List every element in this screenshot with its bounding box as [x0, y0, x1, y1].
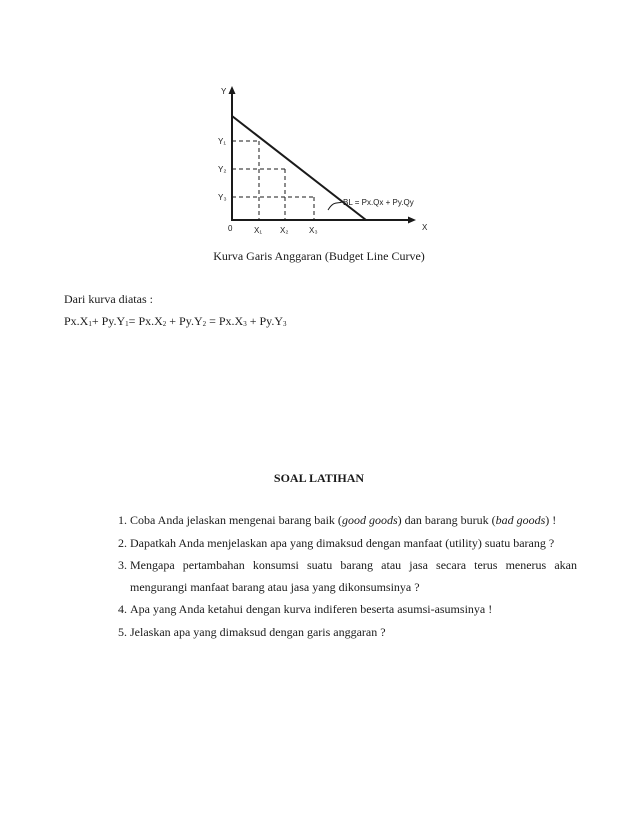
eq-term: Px.X [64, 314, 89, 328]
x2-tick-label: X₂ [280, 226, 289, 235]
x-axis-arrow [408, 217, 416, 224]
y3-tick-label: Y₃ [218, 193, 227, 202]
budget-line-diagram [200, 78, 450, 248]
exercise-item-5: 5. Jelaskan apa yang dimaksud dengan garis anggaran ? [130, 622, 577, 644]
intro-text: Dari kurva diatas : [64, 292, 153, 306]
section-title: SOAL LATIHAN [273, 471, 365, 485]
budget-line-label: BL = Px.Qx + Py.Qy [343, 198, 414, 207]
eq-term: + Py.Y [166, 314, 203, 328]
eq-subscript: 3 [283, 320, 287, 328]
y2-tick-label: Y₂ [218, 165, 227, 174]
origin-label: 0 [228, 224, 233, 233]
q1-text-a: Coba Anda jelaskan mengenai barang baik ( [130, 513, 342, 527]
eq-term: + Py.Y [246, 314, 284, 328]
eq-term: = Px.X [128, 314, 163, 328]
y-axis-label: Y [221, 87, 227, 96]
budget-equation [64, 314, 287, 329]
eq-subscript: 1 [125, 320, 129, 328]
q1-good-goods: good goods [341, 513, 398, 527]
x-axis-label: X [422, 223, 428, 232]
q1-text-b: ) dan barang buruk ( [397, 513, 496, 527]
eq-subscript: 1 [88, 320, 92, 328]
exercise-item-1 [130, 510, 577, 532]
exercise-item-2: 2. Dapatkah Anda menjelaskan apa yang dimaksud dengan manfaat (utility) suatu barang ? [130, 533, 577, 555]
eq-term: + Py.Y [91, 314, 126, 328]
exercise-item-4: 4. Apa yang Anda ketahui dengan kurva indiferen beserta asumsi-asumsinya ! [130, 599, 577, 621]
y-axis-arrow [229, 86, 236, 94]
eq-subscript: 3 [243, 320, 247, 328]
eq-term: = Px.X [206, 314, 244, 328]
y1-tick-label: Y₁ [218, 137, 227, 146]
eq-subscript: 2 [202, 320, 207, 328]
q1-bad-goods: bad goods [495, 513, 546, 527]
budget-line-figure [200, 78, 450, 248]
exercise-item-3: 3. Mengapa pertambahan konsumsi suatu barang atau jasa secara terus menerus akan mengurangi manfaat barang atau jasa yang dikonsumsinya ? [130, 555, 577, 598]
figure-caption: Kurva Garis Anggaran (Budget Line Curve) [213, 249, 425, 263]
eq-subscript: 2 [162, 320, 167, 328]
x1-tick-label: X₁ [254, 226, 263, 235]
x3-tick-label: X₃ [309, 226, 318, 235]
exercise-list [100, 510, 577, 644]
line-label-leader [328, 202, 342, 210]
q1-text-c: ) ! [545, 513, 557, 527]
